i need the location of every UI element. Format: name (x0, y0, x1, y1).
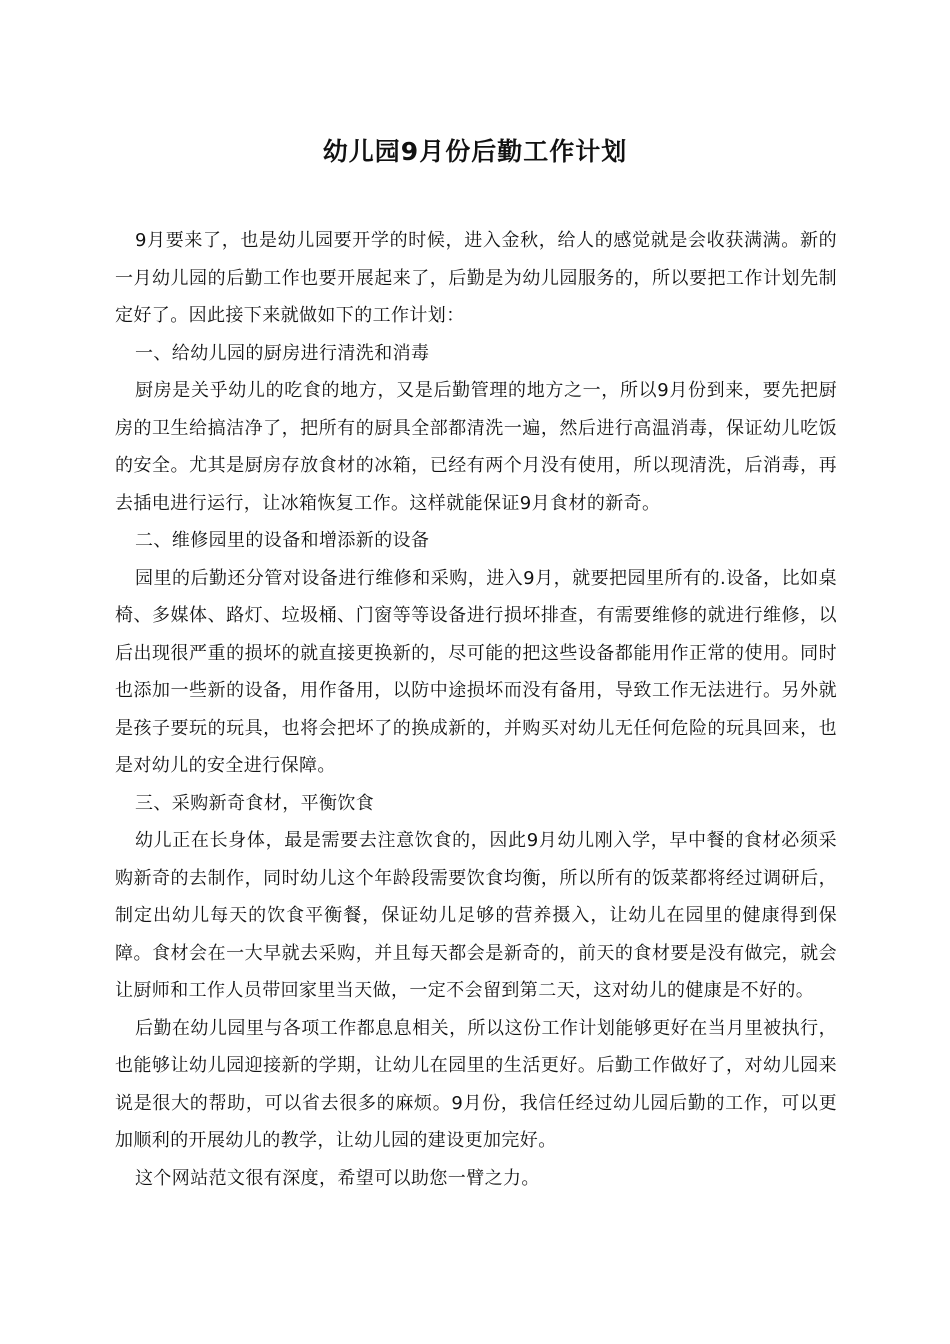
document-title: 幼儿园9月份后勤工作计划 (322, 137, 628, 166)
document-body (115, 222, 837, 1197)
section-heading-equipment: 二、维修园里的设备和增添新的设备 (135, 530, 430, 551)
intro-paragraph: 9月要来了，也是幼儿园要开学的时候，进入金秋，给人的感觉就是会收获满满。新的一月幼儿园的后勤工作也要开展起来了，后勤是为幼儿园服务的，所以要把工作计划先制定好了。因此接下来就做如下的工作计划： (115, 230, 837, 326)
kitchen-paragraph: 厨房是关乎幼儿的吃食的地方，又是后勤管理的地方之一，所以9月份到来，要先把厨房的卫生给搞洁净了，把所有的厨具全部都清洗一遍，然后进行高温消毒，保证幼儿吃饭的安全。尤其是厨房存放食材的冰箱，已经有两个月没有使用，所以现清洗，后消毒，再去插电进行运行，让冰箱恢复工作。这样就能保证9月食材的新奇。 (115, 380, 837, 514)
closing-note: 这个网站范文很有深度，希望可以助您一臂之力。 (135, 1167, 540, 1189)
section-heading-food: 三、采购新奇食材，平衡饮食 (135, 792, 375, 814)
equipment-paragraph: 园里的后勤还分管对设备进行维修和采购，进入9月，就要把园里所有的.设备，比如桌椅、多媒体、路灯、垃圾桶、门窗等等设备进行损坏排查，有需要维修的就进行维修，以后出现很严重的损坏的就直接更换新的，尽可能的把这些设备都能用作正常的使用。同时也添加一些新的设备，用作备用，以防中途损坏而没有备用，导致工作无法进行。另外就是孩子要玩的玩具，也将会把坏了的换成新的，并购买对幼儿无任何危险的玩具回来，也是对幼儿的安全进行保障。 (115, 567, 837, 776)
food-paragraph: 幼儿正在长身体，最是需要去注意饮食的，因此9月幼儿刚入学，早中餐的食材必须采购新奇的去制作，同时幼儿这个年龄段需要饮食均衡，所以所有的饭菜都将经过调研后，制定出幼儿每天的饮食平衡餐，保证幼儿足够的营养摄入，让幼儿在园里的健康得到保障。食材会在一大早就去采购，并且每天都会是新奇的，前天的食材要是没有做完，就会让厨师和工作人员带回家里当天做，一定不会留到第二天，这对幼儿的健康是不好的。 (115, 830, 837, 1001)
section-heading-kitchen: 一、给幼儿园的厨房进行清洗和消毒 (135, 342, 430, 364)
conclusion-paragraph: 后勤在幼儿园里与各项工作都息息相关，所以这份工作计划能够更好在当月里被执行，也能够让幼儿园迎接新的学期，让幼儿在园里的生活更好。后勤工作做好了，对幼儿园来说是很大的帮助，可以省去很多的麻烦。9月份，我信任经过幼儿园后勤的工作，可以更加顺利的开展幼儿的教学，让幼儿园的建设更加完好。 (115, 1017, 837, 1151)
